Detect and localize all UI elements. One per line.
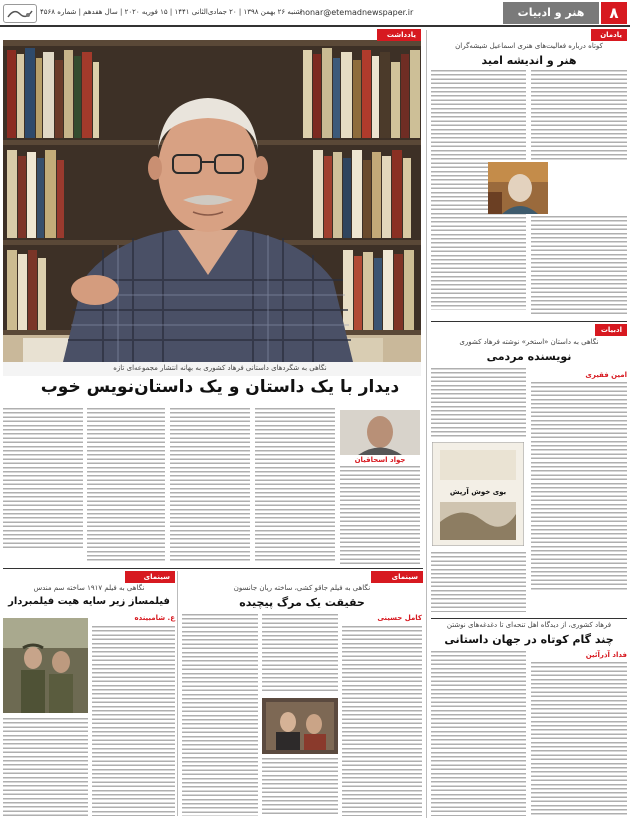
middle-right-author: امین فقیری <box>585 371 627 379</box>
bottom-middle-tag: سینمای جهان <box>371 571 423 583</box>
bottom-right-title: چند گام کوتاه در جهان داستانی <box>444 633 614 646</box>
main-feature-kicker: نگاهی به شگردهای داستانی فرهاد کشوری به بهانه انتشار مجموعه‌ای تازه <box>113 364 327 372</box>
bottom-left-kicker: نگاهی به فیلم ۱۹۱۷ ساخته سم مندس <box>33 584 145 592</box>
middle-right-title: نویسنده مردمی <box>486 350 572 363</box>
column-divider <box>426 30 427 818</box>
bottom-right-author: فداد آذرآئین <box>585 651 627 659</box>
top-right-kicker: کوتاه درباره فعالیت‌های هنری اسماعیل شیشه‌گران <box>455 42 603 50</box>
bottom-left-title: فیلمساز زیر سایه هیت فیلمبردار <box>8 596 170 607</box>
main-feature-column-1 <box>340 466 420 564</box>
section-email: honar@etemadnewspaper.ir <box>300 8 414 17</box>
dateline: شنبه ۲۶ بهمن ۱۳۹۸ | ۲۰ جمادی‌الثانی ۱۴۴۱ | ۱۵ فوریه ۲۰۲۰ | سال هفدهم | شماره ۴۵۶۸ <box>40 8 302 16</box>
bottom-middle-column-3 <box>182 614 258 816</box>
bottom-left-author: ع. شامبینده <box>134 614 175 622</box>
bottom-middle-kicker: نگاهی به فیلم جاقو کشی، ساخته ریان جانسون <box>233 584 371 592</box>
bottom-middle-column-2a <box>262 614 338 694</box>
bottom-middle-title: حقیقت یک مرگ پیچیده <box>239 596 365 609</box>
book-cover-title: بوی خوش آرپش <box>449 488 507 496</box>
main-feature-column-3 <box>170 408 250 563</box>
main-feature-column-5 <box>3 408 83 548</box>
bottom-middle-author: کامل حسینی <box>377 614 422 622</box>
author-portrait-photo <box>3 40 421 362</box>
divider <box>431 321 627 322</box>
top-right-tag: یادمان <box>591 29 627 41</box>
newspaper-logo <box>3 4 37 23</box>
middle-right-column-2b <box>431 552 526 612</box>
bottom-right-column-2 <box>431 651 526 816</box>
top-right-title: هنر و اندیشه امید <box>481 54 577 67</box>
column-divider <box>177 571 178 816</box>
bottom-middle-column-1 <box>342 626 422 816</box>
main-feature-column-2 <box>255 408 335 563</box>
main-feature-column-4 <box>87 408 165 563</box>
page-number: ۸ <box>601 2 627 24</box>
top-right-column-2a <box>531 70 627 160</box>
author-thumb-photo <box>340 410 420 455</box>
section-title: هنر و ادبیات <box>503 2 599 24</box>
film-still-1917 <box>3 618 88 713</box>
main-feature-title: دیدار با یک داستان و یک داستان‌نویس خوب <box>40 377 400 397</box>
bottom-left-column-1 <box>92 626 175 816</box>
bottom-left-tag: سینمای جهان <box>125 571 175 583</box>
middle-right-column-2a <box>431 368 526 438</box>
main-feature-author: جواد اسحاقیان <box>354 456 406 464</box>
divider <box>431 618 627 619</box>
top-right-column-2b <box>531 216 627 316</box>
bottom-right-column-1 <box>531 662 627 816</box>
bottom-right-kicker: فرهاد کشوری، از دیدگاه اهل تنحه‌ای تا دغدغه‌های نوشتن <box>446 621 612 629</box>
bottom-middle-column-2b <box>262 758 338 816</box>
bottom-left-column-2 <box>3 718 88 816</box>
middle-right-kicker: نگاهی به داستان «استخر» نوشته فرهاد کشوری <box>459 338 599 346</box>
middle-right-tag: ادبیات <box>595 324 627 336</box>
middle-right-column-1 <box>531 382 627 592</box>
main-feature-tag: یادداشت <box>377 29 421 41</box>
film-still-knives-out <box>262 698 338 754</box>
divider <box>3 568 423 569</box>
artist-photo <box>488 162 548 214</box>
